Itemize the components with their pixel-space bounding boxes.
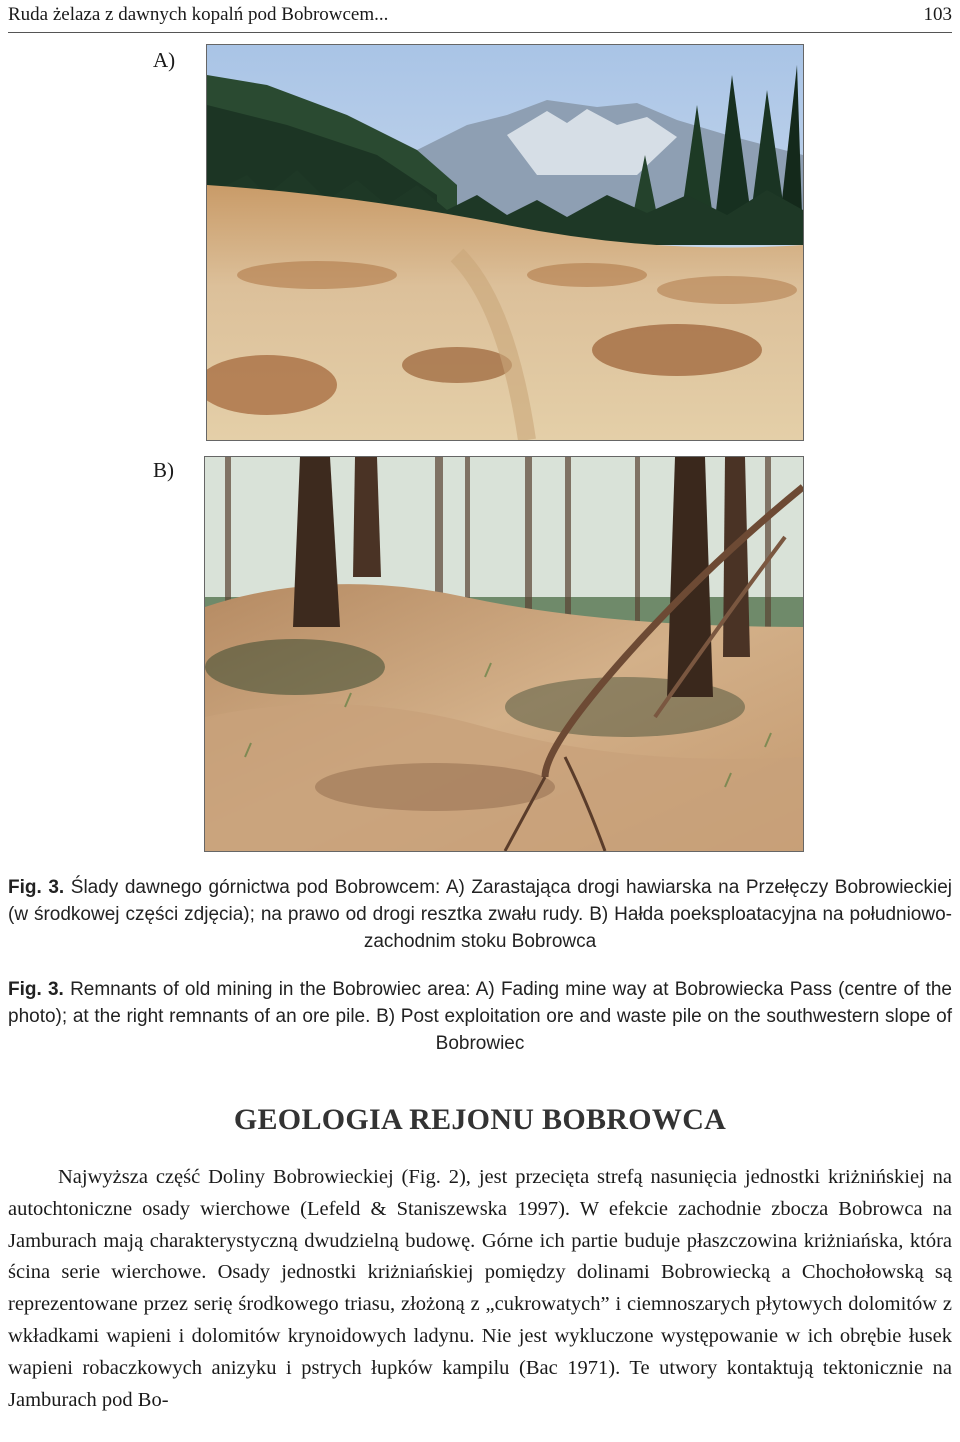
panel-b-label: B) bbox=[153, 458, 174, 482]
figure-caption-polish bbox=[8, 874, 952, 955]
body-paragraph: Najwyższa część Doliny Bobrowieckiej (Fig. 2), jest przecięta strefą nasunięcia jednostki kriżnińskiej na autochtoniczne osady wierchowe (Lefeld & Staniszewska 1997). W efekcie zachodnie zbocza Bobrowca na Jamburach mają charakterystyczną dwudzielną budowę. Górne ich partie buduje płaszczowina kriżniańska, która ścina serie wierchowe. Osady jednostki kriżniańskiej pomiędzy dolinami Bobrowiecką a Chochołowską są reprezentowane przez serię środkowego triasu, złożoną z „cukrowatych” i ciemnoszarych płytowych dolomitów z wkładkami wapieni i dolomitów krynoidowych ladynu. Nie jest wykluczone występowanie w ich obrębie łusek wapieni robaczkowych anizyku i pstrych łupków kampilu (Bac 1971). Te utwory kontaktują tektonicznie na Jamburach pod Bo- bbox=[8, 1166, 952, 1411]
caption-text-pl: Ślady dawnego górnictwa pod Bobrowcem: A) Zarastająca drogi hawiarska na Przełęczy Bobrowieckiej (w środkowej części zdjęcia); na prawo od drogi resztka zwału rudy. B) Hałda poeksploatacyjna na południowo-zachodnim stoku Bobrowca bbox=[8, 877, 952, 952]
photo-b-waste-pile-slope bbox=[204, 456, 804, 852]
section-heading: GEOLOGIA REJONU BOBROWCA bbox=[233, 1103, 727, 1136]
running-title: Ruda żelaza z dawnych kopalń pod Bobrowcem... bbox=[8, 4, 389, 25]
caption-text-en: Remnants of old mining in the Bobrowiec area: A) Fading mine way at Bobrowiecka Pass (centre of the photo); at the right remnants of an ore pile. B) Post exploitation ore and waste pile on the southwestern slope of Bobrowiec bbox=[8, 979, 952, 1054]
panel-a-label: A) bbox=[153, 48, 176, 72]
caption-fig-label-pl: Fig. 3. bbox=[8, 877, 65, 898]
header-divider bbox=[8, 32, 952, 33]
figure-caption-english bbox=[8, 976, 952, 1057]
page-number: 103 bbox=[923, 4, 952, 25]
photo-a-mine-way-meadow bbox=[206, 44, 804, 441]
caption-fig-label-en: Fig. 3. bbox=[8, 979, 64, 1000]
running-header bbox=[8, 2, 952, 30]
